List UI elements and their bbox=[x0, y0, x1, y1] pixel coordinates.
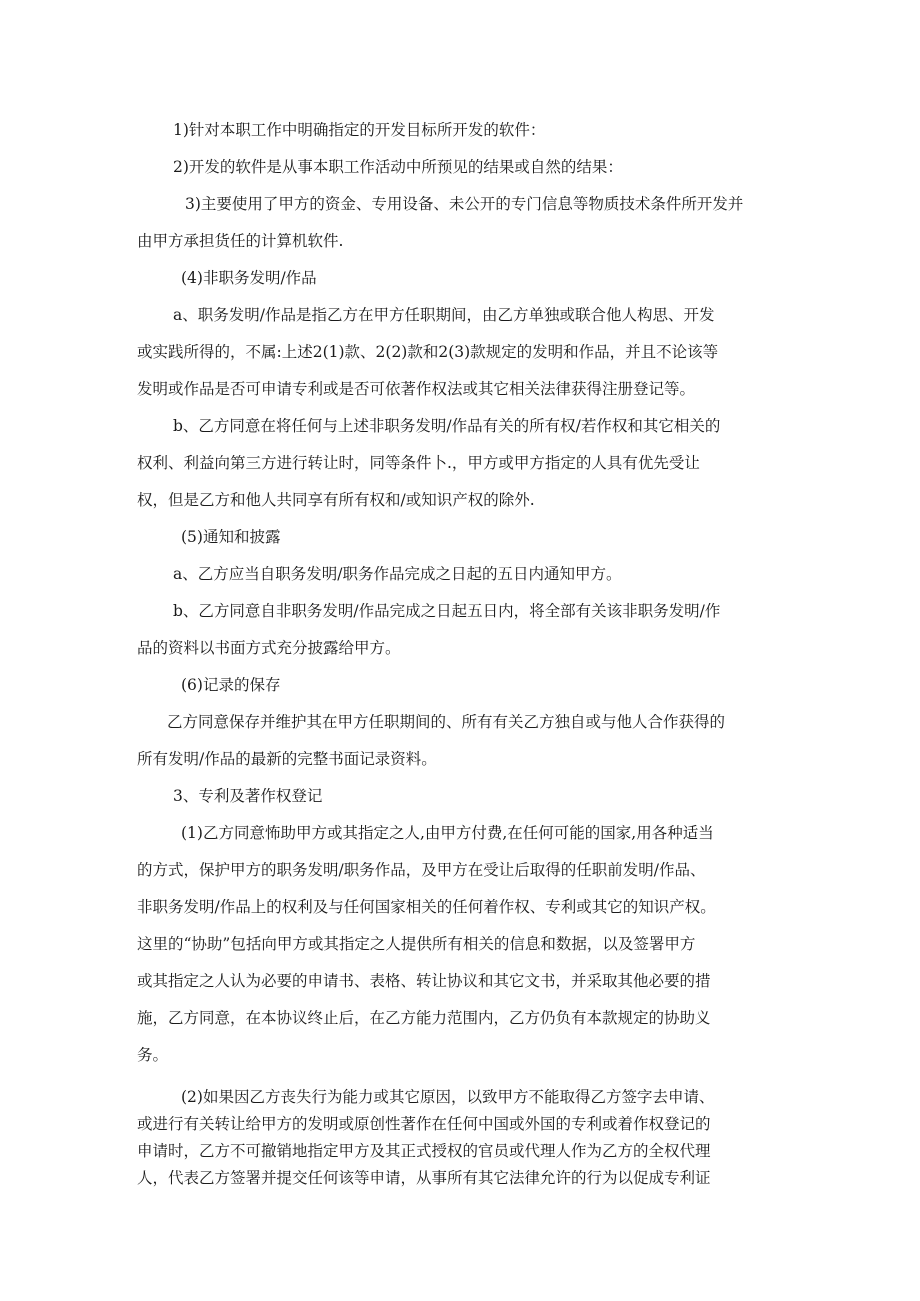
paragraph-2: 2)开发的软件是从事本职工作活动中所预见的结果或自然的结果： bbox=[173, 158, 623, 176]
paragraph-line: b、乙方同意自非职务发明/作品完成之日起五日内，将全部有关该非职务发明/作 bbox=[173, 602, 721, 620]
paragraph-9 bbox=[137, 593, 787, 667]
paragraph-line: 人，代表乙方签署并提交任何该等申请，从事所有其它法律允许的行为以促成专利证 bbox=[137, 1169, 711, 1187]
paragraph-line: a、职务发明/作品是指乙方在甲方任职期间，由乙方单独或联合他人构思、开发 bbox=[173, 306, 715, 324]
paragraph-line: 的方式，保护甲方的职务发明/职务作品，及甲方在受让后取得的任职前发明/作品、 bbox=[137, 861, 706, 879]
paragraph-6 bbox=[137, 408, 787, 519]
paragraph-line: 或进行有关转让给甲方的发明或原创性著作在任何中国或外国的专利或着作权登记的 bbox=[137, 1115, 711, 1133]
paragraph-line: b、乙方同意在将任何与上述非职务发明/作品有关的所有权/若作权和其它相关的 bbox=[173, 417, 721, 435]
paragraph-8: a、乙方应当自职务发明/职务作品完成之日起的五日内通知甲方。 bbox=[173, 565, 622, 583]
paragraph-13 bbox=[137, 815, 787, 1074]
document-page bbox=[137, 112, 787, 1192]
paragraph-line: 乙方同意保存并维护其在甲方任职期间的、所有有关乙方独自或与他人合作获得的 bbox=[167, 713, 726, 731]
paragraph-line: 权利、利益向第三方进行转让时，同等条件卜.，甲方或甲方指定的人具有优先受让 bbox=[137, 454, 700, 472]
paragraph-line: 申请时，乙方不可撤销地指定甲方及其正式授权的官员或代理人作为乙方的全权代理 bbox=[137, 1142, 711, 1160]
paragraph-line: 务。 bbox=[137, 1046, 169, 1064]
paragraph-line: 由甲方承担货任的计算机软件. bbox=[137, 232, 344, 250]
paragraph-line: 或实践所得的，不属:上述2(1)款、2(2)款和2(3)款规定的发明和作品，并且不论该等 bbox=[137, 343, 719, 361]
paragraph-10-heading: (6)记录的保存 bbox=[181, 676, 281, 694]
paragraph-line: 品的资料以书面方式充分披露给甲方。 bbox=[137, 639, 401, 657]
paragraph-line: 所有发明/作品的最新的完整书面记录资料。 bbox=[137, 750, 437, 768]
paragraph-line: 或其指定之人认为必要的申请书、表格、转让协议和其它文书，并采取其他必要的措 bbox=[137, 972, 711, 990]
paragraph-1: 1)针对本职工作中明确指定的开发目标所开发的软件： bbox=[173, 121, 546, 139]
paragraph-5 bbox=[137, 297, 787, 408]
paragraph-line: 这里的“协助”包括向甲方或其指定之人提供所有相关的信息和数据，以及签署甲方 bbox=[137, 935, 696, 953]
section-3-heading: 3、专利及著作权登记 bbox=[173, 787, 323, 805]
paragraph-4-heading: (4)非职务发明/作品 bbox=[181, 269, 317, 287]
paragraph-7-heading: (5)通知和披露 bbox=[181, 528, 281, 546]
paragraph-line: 非职务发明/作品上的权利及与任何国家相关的任何着作权、专利或其它的知识产权。 bbox=[137, 898, 716, 916]
paragraph-14 bbox=[137, 1084, 787, 1192]
paragraph-11 bbox=[137, 704, 787, 778]
paragraph-line: 3)主要使用了甲方的资金、专用设备、未公开的专门信息等物质技术条件所开发并 bbox=[185, 195, 744, 213]
paragraph-3 bbox=[137, 186, 787, 260]
paragraph-line: (2)如果因乙方丧失行为能力或其它原因，以致甲方不能取得乙方签字去申请、 bbox=[181, 1088, 715, 1106]
paragraph-line: 权，但是乙方和他人共同享有所有权和/或知识产权的除外. bbox=[137, 491, 535, 509]
paragraph-line: 施，乙方同意，在本协议终止后，在乙方能力范围内，乙方仍负有本款规定的协助义 bbox=[137, 1009, 711, 1027]
paragraph-line: (1)乙方同意怖助甲方或其指定之人,由甲方付费,在任何可能的国家,用各种适当 bbox=[181, 824, 714, 842]
paragraph-line: 发明或作品是否可申请专利或是否可依著作权法或其它相关法律获得注册登记等。 bbox=[137, 380, 696, 398]
